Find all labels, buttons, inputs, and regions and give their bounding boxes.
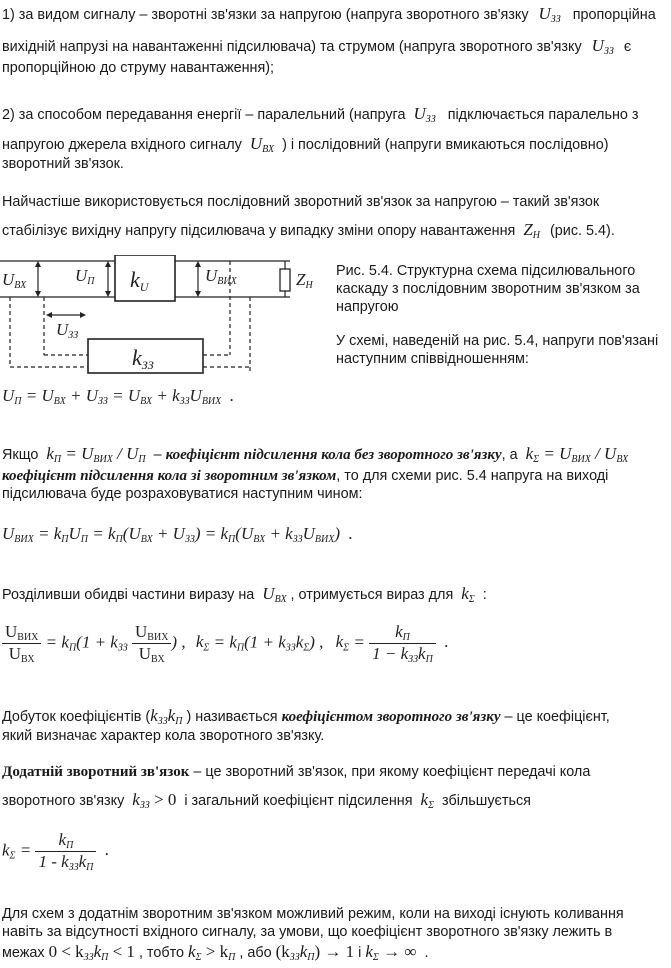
- equation-2: $U_{ВИХ} = k_ПU_П = k_П(U_{ВХ} + U_{ЗЗ}) = k_П(U_{ВХ} + k_{ЗЗ}U_{ВИХ})$ .: [2, 524, 353, 545]
- equation-1: $U_П = U_{ВХ} + U_{ЗЗ} = U_{ВХ} + k_{ЗЗ}U_{ВИХ}$ .: [2, 386, 234, 407]
- para5: Розділивши обидві частини виразу на $U_{ВХ}$ , отримується вираз для $k_\Sigma$ :: [2, 584, 487, 605]
- figure-caption: Рис. 5.4. Структурна схема підсилювального каскаду з послідовним зворотним зв'язком за напругою: [336, 263, 640, 315]
- formula-ksig-inf: $k_\Sigma$ → ∞: [365, 942, 417, 963]
- para8-line3: межах $0 < k_{ЗЗ}k_П < 1$ , тобто $k_\Sigma > k_П$ , або $(k_{ЗЗ}k_П) \to 1$ і $k_\Sigma$ → ∞ .: [2, 942, 429, 963]
- equation-6: $k_\Sigma$ = $\frac{k_П}{1 - k_{ЗЗ}k_П}$ .: [2, 830, 109, 873]
- para3-line1: Найчастіше використовується послідовний зворотний зв'язок за напругою – такий зв'язок: [2, 194, 600, 210]
- label-u-in: UВХ: [2, 270, 27, 291]
- formula-kfb-gt0: $k_{ЗЗ} > 0$: [132, 790, 177, 811]
- equation-3: $\frac{U_{ВИХ}}{U_{ВХ}}$ = $k_П(1 + k_{ЗЗ}$ $\frac{U_{ВИХ}}{U_{ВХ}}$ ) , $k_\Sigma = k_П(1 + k_{ЗЗ}k_\Sigma)$ , $k_\Sigma$ = $\frac{k_П}{1 - k_{ЗЗ}k_П}$ .: [2, 622, 448, 665]
- formula-z-load: $Z_Н$: [523, 220, 541, 241]
- para6-line1: Добуток коефіцієнтів ($k_{ЗЗ}k_П$ ) називається коефіцієнтом зворотного зв'язку – це коефіцієнт,: [2, 706, 610, 727]
- formula-k-sigma: $k_\Sigma$: [461, 584, 475, 605]
- formula-kfb-kp: $k_{ЗЗ}k_П$: [150, 706, 183, 727]
- para4-line2: коефіцієнт підсилення кола зі зворотним зв'язком, то для схеми рис. 5.4 напруга на виході: [2, 468, 609, 484]
- formula-u-fb-3: $U_{ЗЗ}$: [413, 104, 436, 125]
- para8-line2: навіть за відсутності вхідного сигналу, за умови, що коефіцієнт зворотного зв'язку лежить в: [2, 924, 613, 940]
- figure-after-text: У схемі, наведеній на рис. 5.4, напруги пов'язані наступним співвідношенням:: [336, 333, 659, 367]
- formula-u-fb: $U_{ЗЗ}$: [538, 4, 561, 25]
- para6-line2: який визначає характер кола зворотного зв'язку.: [2, 728, 325, 744]
- para4-line3: підсилювача буде розраховуватися наступним чином:: [2, 486, 363, 502]
- para4-line1: Якщо $k_П = U_{ВИХ} / U_П$ – коефіцієнт підсилення кола без зворотного зв'язку, а $k_\Sigma = U_{ВИХ} / U_{ВХ}$: [2, 444, 629, 465]
- formula-k-sigma-2: $k_\Sigma$: [420, 790, 435, 811]
- formula-paren-prod: $(k_{ЗЗ}k_П) \to 1$: [275, 942, 355, 963]
- para2-line1: 2) за способом передавання енергії – паралельний (напруга $U_{ЗЗ}$ підключається паралельно з: [2, 104, 639, 125]
- label-u-fb: UЗЗ: [56, 320, 79, 341]
- label-k-fb: kЗЗ: [132, 345, 154, 372]
- load-resistor: [280, 269, 290, 291]
- formula-kp-def: $k_П = U_{ВИХ} / U_П$: [46, 444, 146, 465]
- formula-ksig-gt: $k_\Sigma > k_П$: [188, 942, 236, 963]
- formula-ksig-def: $k_\Sigma = U_{ВИХ} / U_{ВХ}$: [525, 444, 629, 465]
- formula-u-in: $U_{ВХ}$: [249, 134, 275, 155]
- para2-line2: напругою джерела вхідного сигналу $U_{ВХ}$ ) і послідовний (напруги вмикаються послідовно): [2, 134, 609, 155]
- block-diagram: [0, 255, 330, 375]
- formula-u-fb-2: $U_{ЗЗ}$: [591, 36, 614, 57]
- label-z-load: ZН: [296, 270, 313, 291]
- amplifier-block: [115, 255, 175, 301]
- para1-line2: вихідній напрузі на навантаженні підсилювача) та струмом (напруга зворотного зв'язку $U_{ЗЗ}$ є: [2, 36, 632, 57]
- label-k-u: kU: [130, 267, 149, 294]
- para7-line1: Додатній зворотний зв'язок – це зворотний зв'язок, при якому коефіцієнт передачі кола: [2, 764, 591, 780]
- para7-line2: зворотного зв'язку $k_{ЗЗ} > 0$ і загальний коефіцієнт підсилення $k_\Sigma$ збільшується: [2, 790, 531, 811]
- para1-line3: пропорційною до струму навантаження);: [2, 60, 275, 76]
- formula-range: $0 < k_{ЗЗ}k_П < 1$: [48, 942, 135, 963]
- formula-u-in-2: $U_{ВХ}$: [262, 584, 287, 605]
- label-u-p: UП: [75, 266, 95, 287]
- label-u-out: UВИХ: [205, 266, 237, 287]
- para1-line1: 1) за видом сигналу – зворотні зв'язки за напругою (напруга зворотного зв'язку $U_{ЗЗ}$ пропорційна: [2, 4, 656, 25]
- para3-line2: стабілізує вихідну напругу підсилювача у випадку зміни опору навантаження $Z_Н$ (рис. 5.4).: [2, 220, 615, 241]
- para2-line3: зворотний зв'язок.: [2, 156, 124, 172]
- para8-line1: Для схем з додатнім зворотним зв'язком можливий режим, коли на виході існують коливання: [2, 906, 624, 922]
